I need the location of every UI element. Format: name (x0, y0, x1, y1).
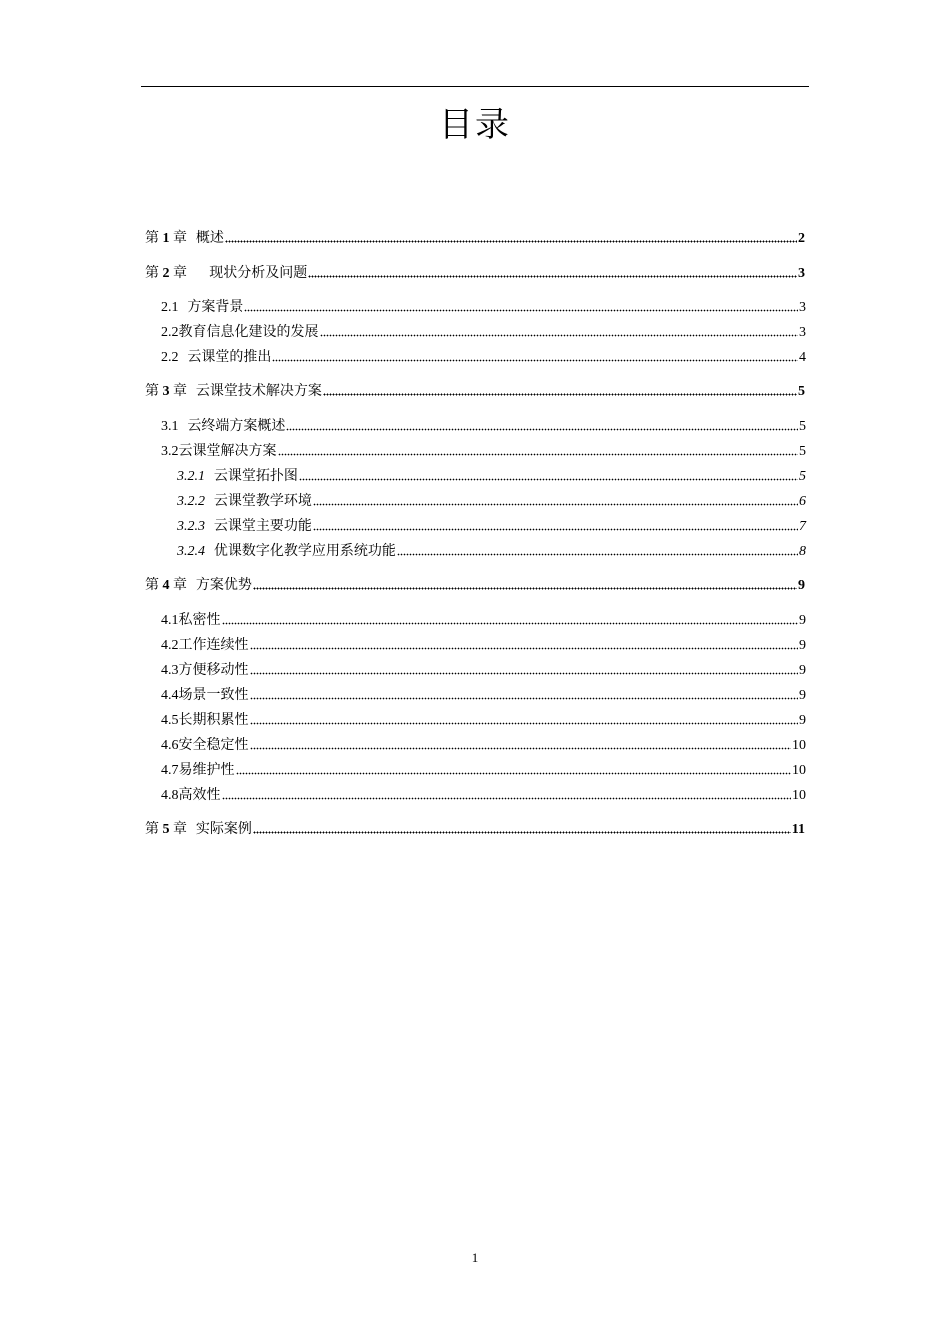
toc-entry-page: 9 (798, 578, 805, 593)
toc-entry-label (145, 819, 252, 840)
dot-leader (222, 622, 799, 625)
toc-entry-label (177, 466, 298, 487)
toc-entry[interactable] (145, 381, 805, 401)
toc-entry-label (145, 381, 322, 402)
section-number: 2.1 (161, 300, 179, 315)
toc-entry[interactable] (177, 541, 806, 561)
toc-entry[interactable] (161, 660, 806, 680)
toc-entry-page: 3 (798, 266, 805, 281)
chapter-number: 3 (159, 384, 173, 399)
section-number: 2.2 (161, 325, 179, 340)
dot-leader (286, 428, 798, 431)
chapter-prefix: 第 (145, 821, 159, 837)
dot-leader (278, 453, 799, 456)
section-number: 3.2.4 (177, 544, 205, 559)
chapter-suffix: 章 (173, 230, 187, 246)
toc-entry-title: 工作连续性 (178, 637, 249, 653)
toc-entry-title: 高效性 (178, 787, 221, 803)
toc-entry-title: 方案优势 (195, 577, 252, 593)
dot-leader (244, 309, 798, 312)
toc-entry-label (161, 297, 243, 318)
chapter-number: 5 (159, 822, 173, 837)
toc-entry-label (161, 347, 271, 368)
toc-entry-title: 教育信息化建设的发展 (178, 324, 319, 340)
chapter-prefix: 第 (145, 265, 159, 281)
toc-entry[interactable] (161, 635, 806, 655)
section-number: 4.5 (161, 713, 179, 728)
page-number: 1 (471, 1250, 479, 1265)
toc-entry-title: 云课堂主要功能 (213, 518, 312, 534)
toc-entry[interactable] (161, 441, 806, 461)
dot-leader (250, 722, 799, 725)
chapter-number: 4 (159, 578, 173, 593)
dot-leader (313, 503, 798, 506)
toc-entry-label (161, 660, 249, 681)
toc-entry-label (177, 491, 312, 512)
toc-entry-title: 易维护性 (178, 762, 235, 778)
toc-entry-title: 安全稳定性 (178, 737, 249, 753)
toc-entry[interactable] (161, 710, 806, 730)
toc-entry-title: 实际案例 (195, 821, 252, 837)
chapter-suffix: 章 (173, 577, 187, 593)
dot-leader (222, 797, 792, 800)
section-number: 2.2 (161, 350, 179, 365)
toc-entry-label (145, 575, 252, 596)
section-number: 3.1 (161, 419, 179, 434)
toc-entry[interactable] (161, 297, 806, 317)
toc-entry-page: 10 (792, 788, 806, 803)
toc-entry-page: 3 (799, 325, 806, 340)
toc-entry-page: 10 (792, 763, 806, 778)
toc-entry-title: 长期积累性 (178, 712, 249, 728)
toc-entry-title: 云课堂拓扑图 (213, 468, 298, 484)
section-number: 4.6 (161, 738, 179, 753)
toc-entry-page: 9 (799, 613, 806, 628)
chapter-prefix: 第 (145, 383, 159, 399)
toc-entry-title: 方便移动性 (178, 662, 249, 678)
toc-entry[interactable] (145, 263, 805, 283)
chapter-number: 1 (159, 231, 173, 246)
dot-leader (323, 393, 797, 396)
dot-leader (397, 553, 798, 556)
toc-entry-label (161, 785, 221, 806)
dot-leader (250, 697, 799, 700)
dot-leader (236, 772, 792, 775)
toc-entry-title: 私密性 (178, 612, 221, 628)
toc-entry[interactable] (161, 785, 806, 805)
toc-entry-label (161, 610, 221, 631)
dot-leader (308, 275, 797, 278)
toc-entry[interactable] (145, 819, 805, 839)
toc-entry[interactable] (177, 466, 806, 486)
section-number: 4.2 (161, 638, 179, 653)
toc-entry-page: 5 (799, 419, 806, 434)
toc-entry-title: 云终端方案概述 (187, 418, 286, 434)
toc-entry[interactable] (145, 575, 805, 595)
section-number: 3.2.2 (177, 494, 205, 509)
toc-entry-page: 5 (798, 384, 805, 399)
dot-leader (320, 334, 799, 337)
toc-entry-page: 9 (799, 663, 806, 678)
toc-entry-page: 7 (799, 519, 806, 534)
dot-leader (313, 528, 798, 531)
section-number: 4.4 (161, 688, 179, 703)
toc-entry[interactable] (161, 685, 806, 705)
toc-entry-page: 9 (799, 688, 806, 703)
toc-entry[interactable] (161, 347, 806, 367)
section-number: 4.7 (161, 763, 179, 778)
dot-leader (250, 747, 792, 750)
toc-entry-page: 3 (799, 300, 806, 315)
dot-leader (250, 647, 799, 650)
toc-entry-title: 方案背景 (187, 299, 244, 315)
chapter-suffix: 章 (173, 821, 187, 837)
toc-entry-page: 11 (791, 822, 805, 837)
chapter-prefix: 第 (145, 577, 159, 593)
dot-leader (253, 831, 791, 834)
toc-entry-page: 9 (799, 638, 806, 653)
toc-entry-label (161, 322, 319, 343)
toc-entry-label (161, 735, 249, 756)
page-title: 目录 (439, 105, 511, 145)
toc-entry-label (161, 710, 249, 731)
dot-leader (253, 587, 797, 590)
toc-entry-label (161, 441, 277, 462)
toc-entry-title: 云课堂的推出 (187, 349, 272, 365)
toc-entry-label (161, 635, 249, 656)
toc-entry-page: 10 (792, 738, 806, 753)
toc-entry[interactable] (161, 760, 806, 780)
toc-entry-title: 云课堂解决方案 (178, 443, 277, 459)
toc-entry-page: 6 (799, 494, 806, 509)
dot-leader (299, 478, 798, 481)
toc-entry[interactable] (161, 610, 806, 630)
toc-entry-label (161, 760, 235, 781)
dot-leader (272, 359, 798, 362)
section-number: 4.3 (161, 663, 179, 678)
dot-leader (225, 240, 797, 243)
toc-entry[interactable] (177, 491, 806, 511)
toc-entry-title: 云课堂技术解决方案 (195, 383, 322, 399)
toc-entry-title: 概述 (195, 230, 224, 246)
toc-entry-page: 9 (799, 713, 806, 728)
toc-entry-page: 2 (798, 231, 805, 246)
toc-entry-label (161, 416, 285, 437)
toc-entry-title: 优课数字化教学应用系统功能 (213, 543, 396, 559)
toc-entry-label (145, 263, 307, 284)
toc-entry[interactable] (145, 228, 805, 248)
section-number: 3.2 (161, 444, 179, 459)
section-number: 3.2.1 (177, 469, 205, 484)
toc-entry-title: 云课堂教学环境 (213, 493, 312, 509)
toc-entry-label (177, 541, 396, 562)
toc-entry[interactable] (161, 322, 806, 342)
toc-entry-page: 4 (799, 350, 806, 365)
chapter-suffix: 章 (173, 265, 187, 281)
chapter-suffix: 章 (173, 383, 187, 399)
chapter-prefix: 第 (145, 230, 159, 246)
toc-entry-page: 5 (799, 469, 806, 484)
section-number: 3.2.3 (177, 519, 205, 534)
toc-entry[interactable] (161, 735, 806, 755)
toc-entry[interactable] (161, 416, 806, 436)
chapter-number: 2 (159, 266, 173, 281)
section-number: 4.1 (161, 613, 179, 628)
section-number: 4.8 (161, 788, 179, 803)
toc-entry-label (177, 516, 312, 537)
toc-entry-title: 现状分析及问题 (209, 265, 308, 281)
dot-leader (250, 672, 799, 675)
toc-entry[interactable] (177, 516, 806, 536)
toc-entry-page: 8 (799, 544, 806, 559)
toc-entry-page: 5 (799, 444, 806, 459)
toc-entry-title: 场景一致性 (178, 687, 249, 703)
toc-entry-label (145, 228, 224, 249)
toc-entry-label (161, 685, 249, 706)
